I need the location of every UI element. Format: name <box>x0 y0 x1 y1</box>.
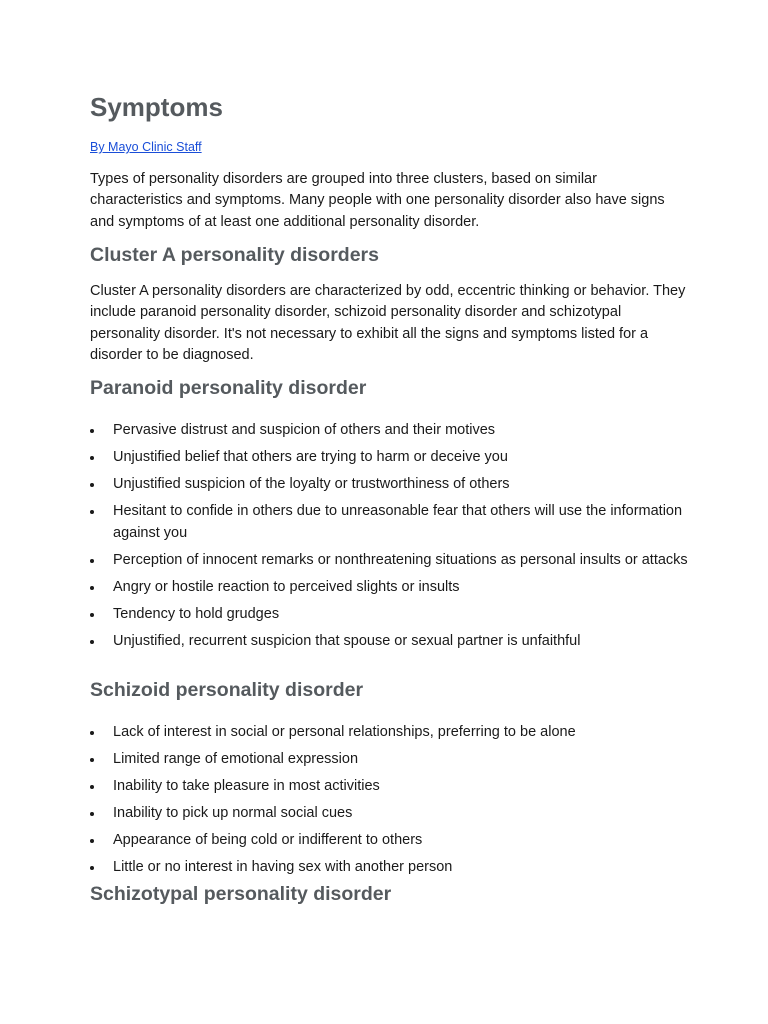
paranoid-symptom-list <box>90 420 690 658</box>
list-item: Inability to pick up normal social cues <box>90 803 690 824</box>
paranoid-heading: Paranoid personality disorder <box>90 377 367 399</box>
list-item: Unjustified belief that others are trying to harm or deceive you <box>90 447 690 468</box>
cluster-a-paragraph: Cluster A personality disorders are characterized by odd, eccentric thinking or behavior. They include paranoid personality disorder, schizoid personality disorder and schizotypal personality disorder. It's not necessary to exhibit all the signs and symptoms listed for a disorder to be diagnosed. <box>90 283 686 363</box>
byline-link[interactable]: By Mayo Clinic Staff <box>90 140 202 154</box>
list-item: Limited range of emotional expression <box>90 749 690 770</box>
list-item: Unjustified suspicion of the loyalty or trustworthiness of others <box>90 474 690 495</box>
schizoid-symptom-list <box>90 722 690 885</box>
list-item: Lack of interest in social or personal relationships, preferring to be alone <box>90 722 690 743</box>
list-item: Unjustified, recurrent suspicion that spouse or sexual partner is unfaithful <box>90 631 690 652</box>
list-item: Appearance of being cold or indifferent to others <box>90 830 690 851</box>
list-item: Inability to take pleasure in most activities <box>90 776 690 797</box>
intro-paragraph: Types of personality disorders are grouped into three clusters, based on similar characteristics and symptoms. Many people with one personality disorder also have signs and symptoms of at least one additional personality disorder. <box>90 171 665 230</box>
schizotypal-heading: Schizotypal personality disorder <box>90 883 392 905</box>
list-item: Angry or hostile reaction to perceived slights or insults <box>90 577 690 598</box>
list-item: Tendency to hold grudges <box>90 604 690 625</box>
list-item: Pervasive distrust and suspicion of others and their motives <box>90 420 690 441</box>
page-title: Symptoms <box>90 92 223 122</box>
list-item: Perception of innocent remarks or nonthreatening situations as personal insults or attacks <box>90 550 690 571</box>
list-item: Hesitant to confide in others due to unreasonable fear that others will use the information against you <box>90 501 690 544</box>
cluster-a-heading: Cluster A personality disorders <box>90 244 379 266</box>
list-item: Little or no interest in having sex with another person <box>90 857 690 878</box>
schizoid-heading: Schizoid personality disorder <box>90 679 364 701</box>
